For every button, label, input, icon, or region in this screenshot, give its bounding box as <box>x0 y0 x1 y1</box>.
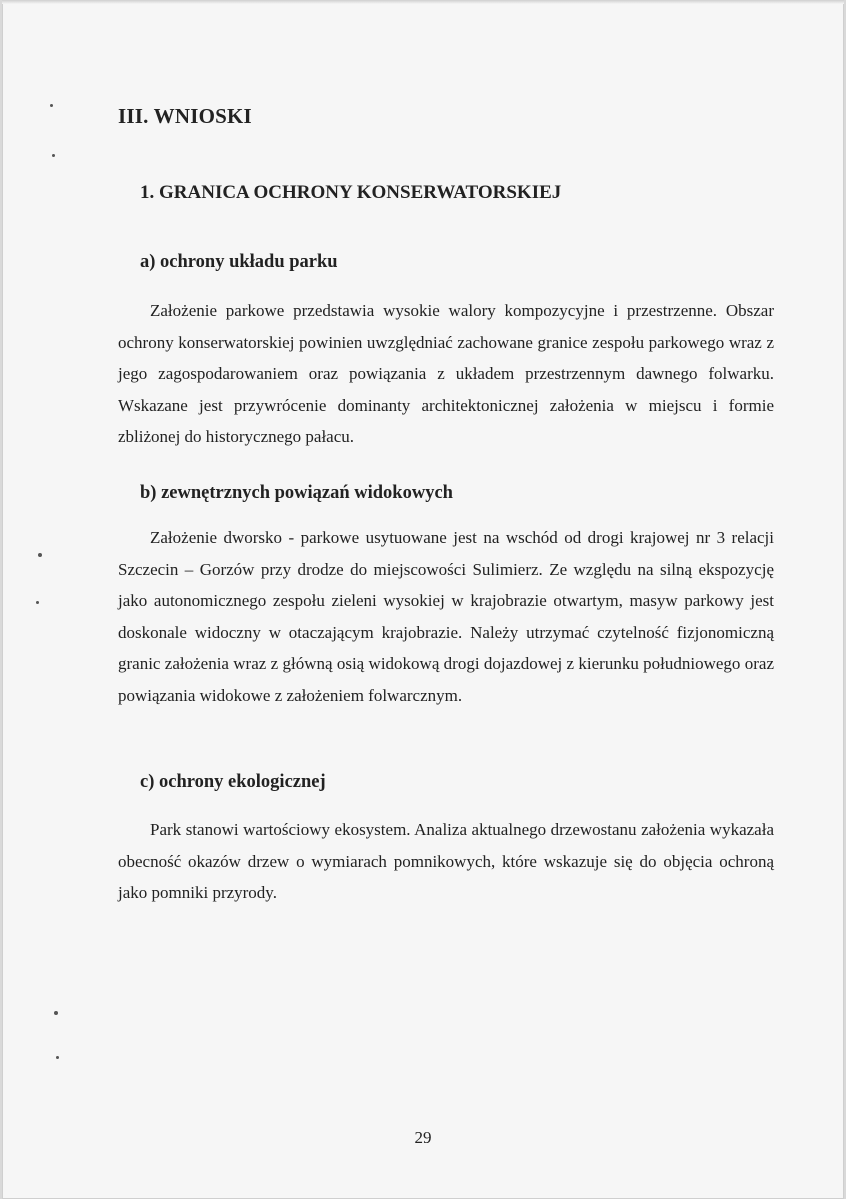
page-number: 29 <box>414 1128 432 1147</box>
part-c-paragraph: Park stanowi wartościowy ekosystem. Analiza aktualnego drzewostanu założenia wykazała obecność okazów drzew o wymiarach pomnikowych, które wskazuje się do objęcia ochroną jako pomniki przyrody. <box>118 820 774 902</box>
part-c-heading: c) ochrony ekologicznej <box>140 772 326 792</box>
scan-speck <box>38 553 42 557</box>
scan-speck <box>36 601 39 604</box>
part-a-paragraph: Założenie parkowe przedstawia wysokie walory kompozycyjne i przestrzenne. Obszar ochrony konserwatorskiej powinien uwzględniać zachowane granice zespołu parkowego wraz z jego zagospodarowaniem oraz powiązania z układem przestrzennym dawnego folwarku. Wskazane jest przywrócenie dominanty architektonicznej założenia w miejscu i formie zbliżonej do historycznego pałacu. <box>118 301 774 446</box>
part-b-paragraph: Założenie dworsko - parkowe usytuowane jest na wschód od drogi krajowej nr 3 relacji Szczecin – Gorzów przy drodze do miejscowości Sulimierz. Ze względu na silną ekspozycję jako autonomicznego zespołu zieleni wysokiej w krajobrazie otwartym, masyw parkowy jest doskonale widoczny w otaczającym krajobrazie. Należy utrzymać czytelność fizjonomiczną granic założenia wraz z główną osią widokową drogi dojazdowej z kierunku południowego oraz powiązania widokowe z założeniem folwarcznym. <box>118 528 774 705</box>
document-page <box>2 0 844 1199</box>
section-title: III. WNIOSKI <box>118 104 252 128</box>
scan-edge <box>2 0 844 4</box>
part-a-heading: a) ochrony układu parku <box>140 252 338 272</box>
part-b-heading: b) zewnętrznych powiązań widokowych <box>140 483 453 503</box>
scan-speck <box>52 154 55 157</box>
subsection-title: 1. GRANICA OCHRONY KONSERWATORSKIEJ <box>140 182 562 203</box>
scan-speck <box>50 104 53 107</box>
scan-speck <box>54 1011 58 1015</box>
scan-speck <box>56 1056 59 1059</box>
